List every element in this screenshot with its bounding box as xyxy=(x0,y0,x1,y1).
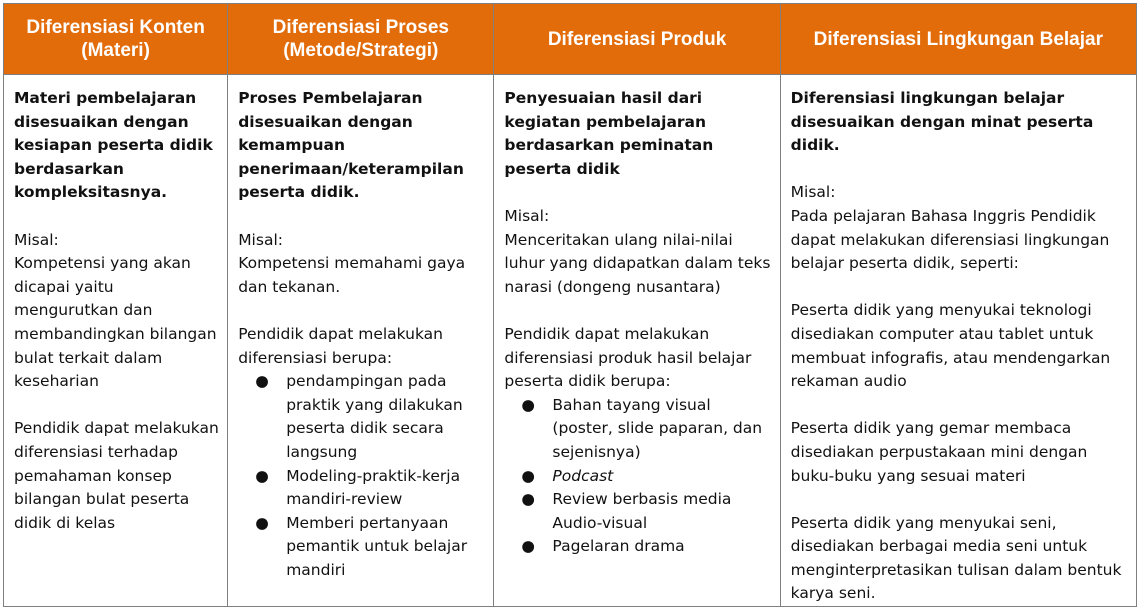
bullet-icon: ● xyxy=(255,513,269,532)
lingkungan-para-seni: Peserta didik yang menyukai seni, disediakan berbagai media seni untuk menginterpretasikan tulisan dalam bentuk karya seni. xyxy=(790,513,1122,603)
list-item: ● Review berbasis media Audio-visual xyxy=(521,490,732,532)
proses-intro: Pendidik dapat melakukan diferensiasi berupa: xyxy=(238,324,444,367)
header-proses: Diferensiasi Proses (Metode/Strategi) xyxy=(228,4,494,75)
lingkungan-para-membaca: Peserta didik yang gemar membaca disediakan perpustakaan mini dengan buku-buku yang sesuai materi xyxy=(790,419,1088,485)
header-row xyxy=(4,4,1137,75)
konten-misal-label: Misal: xyxy=(14,230,59,249)
differentiation-table xyxy=(3,3,1137,607)
produk-bullet-list xyxy=(504,394,771,559)
cell-produk xyxy=(494,75,780,607)
list-item: ● pendampingan pada praktik yang dilakukan peserta didik secara langsung xyxy=(255,372,463,461)
produk-intro: Pendidik dapat melakukan diferensiasi produk hasil belajar peserta didik berupa: xyxy=(504,324,752,391)
proses-lead: Proses Pembelajaran disesuaikan dengan kemampuan penerimaan/keterampilan peserta didik. xyxy=(238,89,464,202)
list-item: ● Podcast xyxy=(504,465,771,489)
list-item: ● Bahan tayang visual (poster, slide paparan, dan sejenisnya) xyxy=(521,395,763,461)
list-item: ● Modeling-praktik-kerja mandiri-review xyxy=(255,466,461,509)
bullet-icon: ● xyxy=(521,395,535,414)
cell-proses xyxy=(228,75,494,607)
produk-lead: Penyesuaian hasil dari kegiatan pembelajaran berdasarkan peminatan peserta didik xyxy=(504,89,714,178)
produk-example: Menceritakan ulang nilai-nilai luhur yang didapatkan dalam teks narasi (dongeng nusantara) xyxy=(504,230,771,296)
header-lingkungan: Diferensiasi Lingkungan Belajar xyxy=(780,4,1136,75)
proses-misal-label: Misal: xyxy=(238,230,283,249)
bullet-icon: ● xyxy=(521,466,535,485)
konten-example: Kompetensi yang akan dicapai yaitu mengurutkan dan membandingkan bilangan bulat terkait dalam keseharian xyxy=(14,254,217,391)
header-konten: Diferensiasi Konten (Materi) xyxy=(4,4,228,75)
cell-konten xyxy=(4,75,228,607)
lingkungan-para-teknologi: Peserta didik yang menyukai teknologi disediakan computer atau tablet untuk membuat infografis, atau mendengarkan rekaman audio xyxy=(790,301,1111,391)
list-item: ● Memberi pertanyaan pemantik untuk belajar mandiri xyxy=(255,513,468,579)
konten-lead: Materi pembelajaran disesuaikan dengan kesiapan peserta didik berdasarkan kompleksitasnya. xyxy=(14,89,213,202)
konten-note: Pendidik dapat melakukan diferensiasi terhadap pemahaman konsep bilangan bulat peserta didik di kelas xyxy=(14,419,219,532)
proses-bullet-list xyxy=(238,370,485,582)
lingkungan-example: Pada pelajaran Bahasa Inggris Pendidik dapat melakukan diferensiasi lingkungan belajar peserta didik, seperti: xyxy=(790,206,1110,273)
lingkungan-lead: Diferensiasi lingkungan belajar disesuaikan dengan minat peserta didik. xyxy=(790,89,1094,155)
proses-example: Kompetensi memahami gaya dan tekanan. xyxy=(238,254,466,296)
content-row xyxy=(4,75,1137,607)
header-produk: Diferensiasi Produk xyxy=(494,4,780,75)
bullet-icon: ● xyxy=(521,537,535,556)
lingkungan-misal-label: Misal: xyxy=(790,183,836,202)
bullet-icon: ● xyxy=(255,372,269,391)
list-item: ● Pagelaran drama xyxy=(504,535,771,559)
bullet-icon: ● xyxy=(521,490,535,509)
produk-misal-label: Misal: xyxy=(504,206,550,225)
cell-lingkungan xyxy=(780,75,1136,607)
bullet-icon: ● xyxy=(255,466,269,485)
